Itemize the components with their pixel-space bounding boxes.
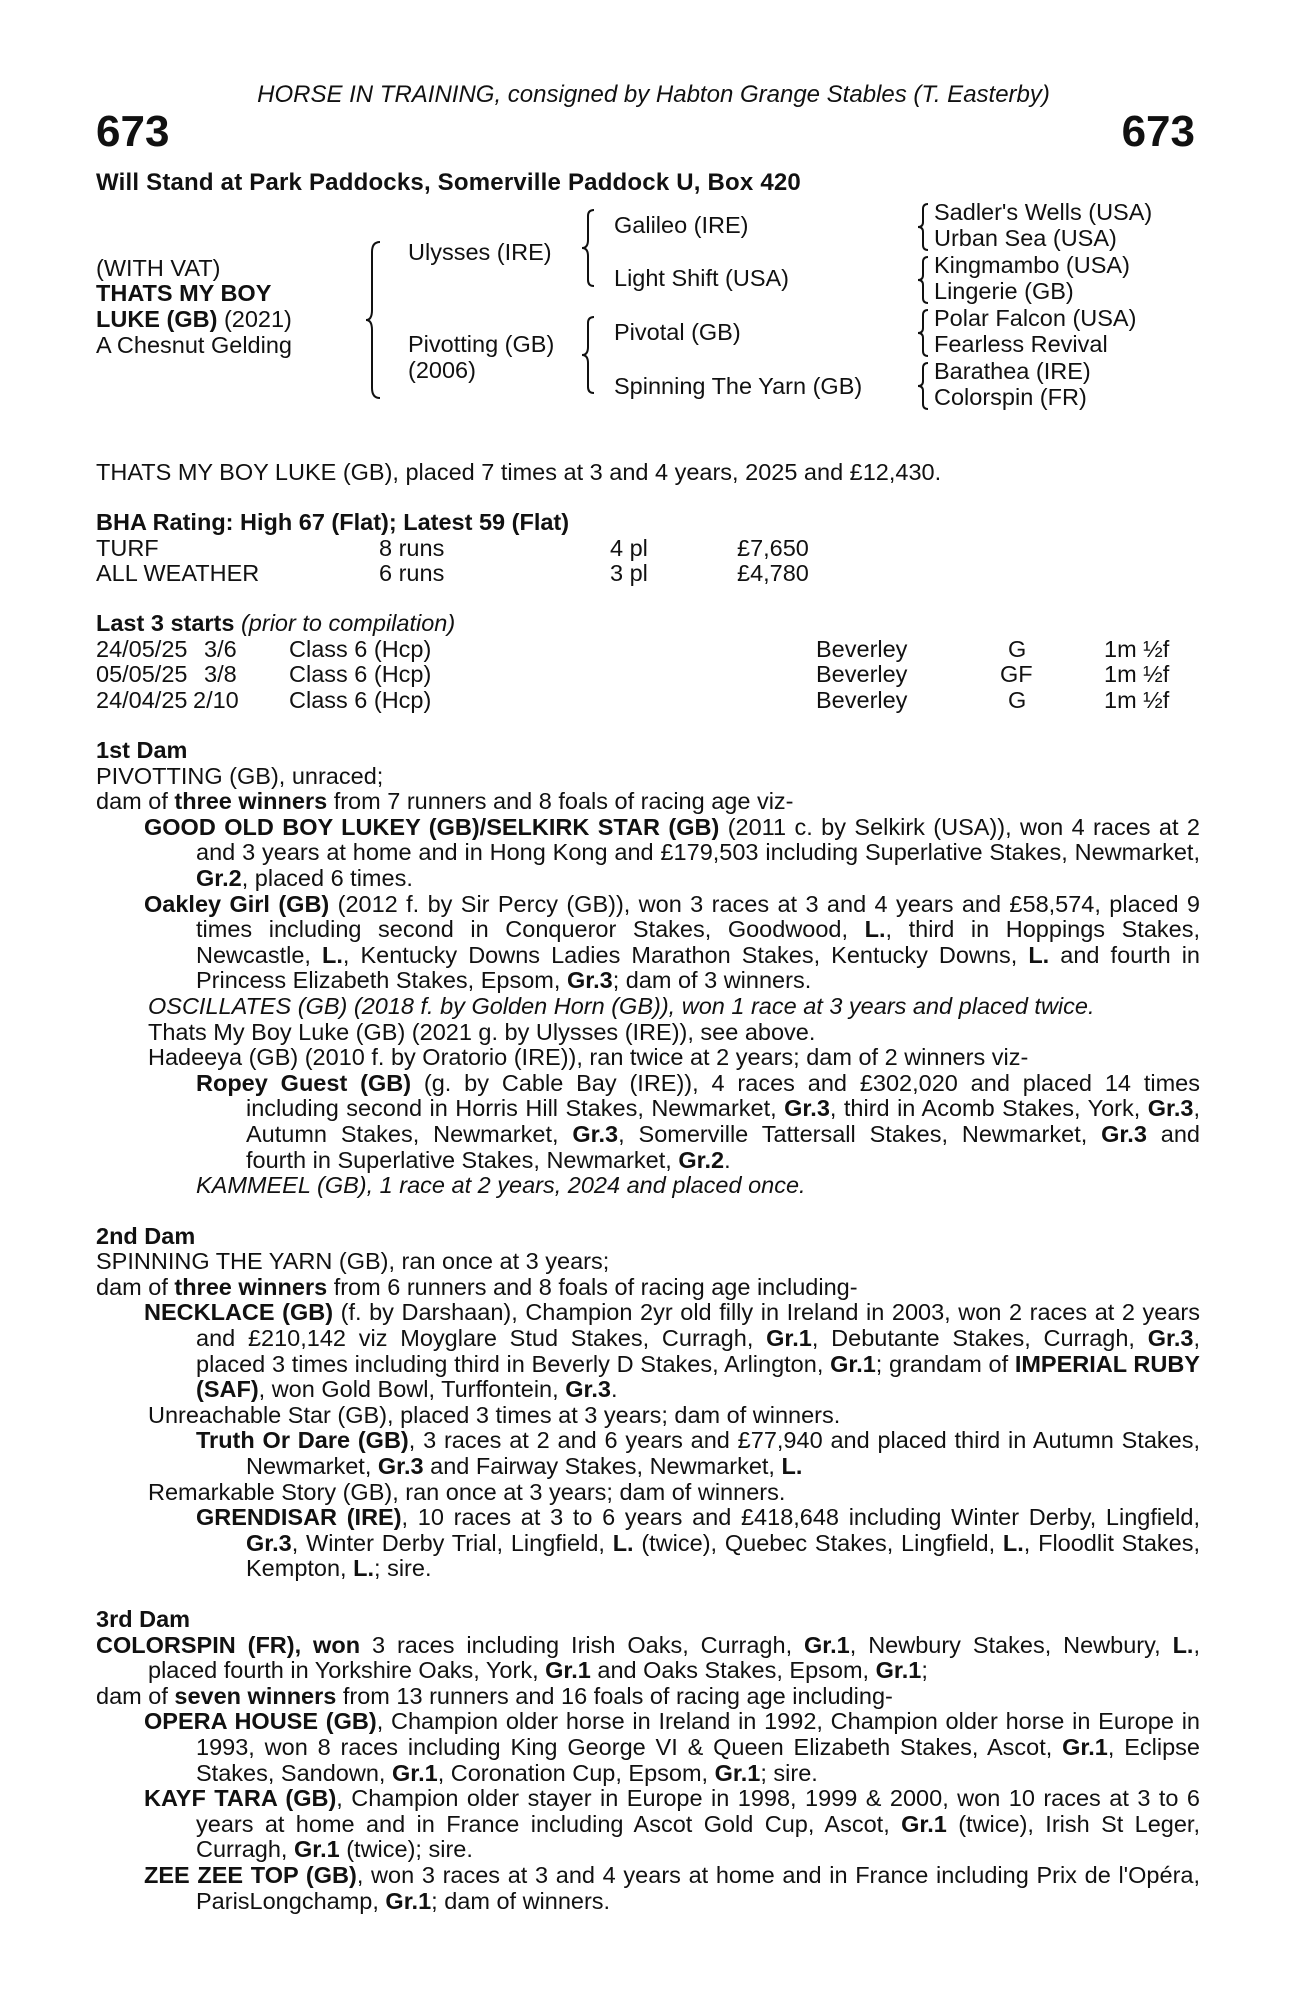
stabling-location: Will Stand at Park Paddocks, Somerville Paddock U, Box 420 [96,169,801,196]
ddd: Colorspin (FR) [934,384,1087,410]
first-dam-heading: 1st Dam [96,737,188,763]
text: and Fairway Stakes, Newmarket, [423,1453,782,1480]
text: , won 3 races at 3 and 4 years at home and in France including Prix de l'Opéra, ParisLongchamp, [196,1861,1200,1914]
text: , Floodlit Stakes, Kempton, [246,1529,1200,1582]
grade: L. [612,1529,634,1556]
brace-dd [916,361,932,411]
surface: TURF [96,534,159,561]
brace-ss [916,202,932,252]
bha-rating [96,510,1211,587]
produce-entry [96,1505,1200,1582]
grade: L. [353,1555,375,1582]
horse-name: ZEE ZEE TOP (GB) [144,1861,357,1888]
bha-heading: BHA Rating: High 67 (Flat); Latest 59 (Flat) [96,509,570,535]
ssd: Urban Sea (USA) [934,225,1117,251]
produce-entry [96,1071,1200,1173]
text: ; dam of winners. [431,1887,611,1914]
grade: Gr.1 [545,1657,591,1684]
text: , third in Hoppings Stakes, Newcastle, [196,916,1200,968]
text: from 6 runners and 8 foals of racing age including- [327,1273,858,1300]
text: (g. by Cable Bay (IRE)), 4 races and £302,020 and placed 14 times including second in Horris Hill Stakes, Newmarket, [246,1069,1200,1122]
horse-name-part: LUKE (GB) [96,306,218,332]
produce-entry: Remarkable Story (GB), ran once at 3 years; dam of winners. [148,1478,786,1505]
start-race: Class 6 (Hcp) [289,686,432,713]
lot-header [96,81,1211,156]
text: (f. by Darshaan), Champion 2yr old filly in Ireland in 2003, won 2 races at 2 years and £210,142 viz Moyglare Stud Stakes, Curragh, [196,1299,1200,1352]
start-going: G [1008,686,1027,713]
vat-note: (WITH VAT) [96,255,221,281]
runs: 6 runs [379,560,445,587]
horse-name: Ropey Guest (GB) [196,1069,412,1096]
text: ; sire. [374,1555,432,1582]
text: and Oaks Stakes, Epsom, [590,1657,876,1684]
sdd: Lingerie (GB) [934,278,1074,304]
prize: £7,650 [737,534,809,561]
horse-name: COLORSPIN (FR) [96,1631,295,1658]
sire-sire: Galileo (IRE) [614,212,749,238]
start-race: Class 6 (Hcp) [289,635,432,662]
first-dam-produce [96,789,1200,815]
dam-year: (2006) [408,357,476,383]
produce-entry: OSCILLATES (GB) (2018 f. by Golden Horn (GB)), won 1 race at 3 years and placed twice. [148,992,1095,1019]
horse-name-line2 [96,307,292,333]
start-pos: 3/6 [204,635,237,662]
text: from 13 runners and 16 foals of racing age including- [336,1682,893,1709]
start-dist: 1m ½f [1104,635,1170,662]
horse-name: OPERA HOUSE (GB) [144,1708,377,1735]
text: , Kentucky Downs Ladies Marathon Stakes, Kentucky Downs, [342,941,1029,968]
grade: Gr.1 [714,1759,761,1786]
text: . [724,1146,731,1173]
text: ; [921,1657,928,1684]
last-starts [96,611,1211,713]
grade: Gr.3 [566,967,613,994]
text: , placed 6 times. [241,864,413,891]
text: from 7 runners and 8 foals of racing age viz- [327,788,794,815]
text: ; sire. [760,1759,818,1786]
third-dam-heading: 3rd Dam [96,1606,191,1632]
sss: Sadler's Wells (USA) [934,199,1153,225]
brace-gen1 [364,240,384,400]
sds: Kingmambo (USA) [934,252,1130,278]
lot-number-left: 673 [96,107,170,156]
sire-dam: Light Shift (USA) [614,265,790,291]
horse-name: IMPERIAL RUBY (SAF) [196,1350,1200,1403]
text: . [610,1376,618,1403]
brace-sd [916,255,932,305]
grade: L. [322,941,343,968]
consigner-line: HORSE IN TRAINING, consigned by Habton Grange Stables (T. Easterby) [257,81,1050,108]
placed: 3 pl [610,560,648,587]
grade: Gr.1 [804,1631,850,1658]
grade: Gr.1 [766,1325,812,1352]
race-summary: THATS MY BOY LUKE (GB), placed 7 times at 3 and 4 years, 2025 and £12,430. [96,459,942,485]
horse-name-line1: THATS MY BOY [96,280,272,306]
horse-name: KAYF TARA (GB) [144,1785,337,1812]
second-dam-produce [96,1275,1200,1301]
text: (2012 f. by Sir Percy (GB)), won 3 races at 3 and 4 years and £58,574, placed 9 times including second in Conqueror Stakes, Goodwood, [196,890,1200,943]
third-dam-produce [96,1684,1200,1710]
start-row [96,688,1211,714]
last-starts-note: (prior to compilation) [240,610,456,636]
start-race: Class 6 (Hcp) [289,661,432,688]
text: (twice); sire. [339,1836,473,1863]
grade: Gr.1 [901,1810,947,1837]
grade: Gr.1 [391,1759,438,1786]
produce-entry: Hadeeya (GB) (2010 f. by Oratorio (IRE)), ran twice at 2 years; dam of 2 winners viz- [148,1044,1029,1071]
text: , Coronation Cup, Epsom, [437,1759,715,1786]
text: , won [294,1631,361,1658]
bha-row [96,561,1211,587]
horse-description: A Chesnut Gelding [96,332,292,358]
text: , Champion older horse in Ireland in 1992, Champion older horse in Europe in 1993, won 8 races including King George VI & Queen Elizabeth Stakes, Ascot, [196,1708,1200,1760]
dam: Pivotting (GB) [408,331,555,357]
start-date: 24/05/25 [96,635,188,662]
dss: Polar Falcon (USA) [934,305,1137,331]
surface: ALL WEATHER [96,560,260,587]
last-starts-title: Last 3 starts [96,610,235,636]
grade: L. [864,916,886,943]
text: , placed fourth in Yorkshire Oaks, York, [148,1631,1200,1684]
text: , Debutante Stakes, Curragh, [811,1325,1148,1352]
start-row [96,637,1211,663]
second-dam-heading: 2nd Dam [96,1222,196,1249]
text: dam of [96,1682,175,1709]
text: , 3 races at 2 and 6 years and £77,940 and placed third in Autumn Stakes, Newmarket, [246,1427,1200,1480]
text: (twice), Irish St Leger, Curragh, [196,1810,1200,1863]
brace-dam [580,315,598,395]
grade: Gr.1 [1062,1733,1108,1760]
sire: Ulysses (IRE) [408,239,552,265]
runs: 8 runs [379,534,445,561]
horse-name: NECKLACE (GB) [144,1299,334,1326]
text: (twice), Quebec Stakes, Lingfield, [633,1529,1003,1556]
dsd: Fearless Revival [934,331,1108,357]
grade: Gr.3 [565,1376,611,1403]
start-course: Beverley [816,635,908,662]
text: (2011 c. by Selkirk (USA)), won 4 races at 2 and 3 years at home and in Hong Kong and £179,503 including Superlative Stakes, Newmarket, [196,813,1200,866]
winners-count: three winners [174,788,328,815]
horse-name: GRENDISAR (IRE) [196,1504,402,1531]
text: ; dam of 3 winners. [612,967,812,994]
produce-entry: Thats My Boy Luke (GB) (2021 g. by Ulysses (IRE)), see above. [148,1018,816,1045]
grade: L. [1002,1529,1024,1556]
text: , third in Acomb Stakes, York, [829,1095,1148,1122]
start-going: G [1008,635,1027,662]
grade: Gr.1 [830,1350,876,1377]
text: , 10 races at 3 to 6 years and £418,648 including Winter Derby, Lingfield, [401,1504,1200,1531]
start-dist: 1m ½f [1104,686,1170,713]
text: dam of [96,1273,175,1300]
produce-entry [96,892,1200,994]
text: , Somerville Tattersall Stakes, Newmarket, [618,1120,1102,1147]
grade: Gr.3 [1147,1325,1194,1352]
lot-number-right: 673 [1121,107,1195,156]
start-going: GF [1000,661,1033,688]
pedigree-table [96,200,1211,420]
grade: Gr.3 [572,1120,619,1147]
grade: Gr.3 [377,1453,424,1480]
second-dam-line: SPINNING THE YARN (GB), ran once at 3 years; [96,1248,610,1275]
text: 3 races including Irish Oaks, Curragh, [360,1631,805,1658]
text: dam of [96,788,175,815]
produce-entry [96,1300,1200,1402]
start-date: 24/04/25 [96,686,188,713]
winners-count: seven winners [174,1682,337,1709]
start-row [96,662,1211,688]
brace-sire [580,208,598,288]
horse-name: Oakley Girl (GB) [144,890,330,917]
text: , Eclipse Stakes, Sandown, [196,1733,1200,1786]
horse-name: Truth Or Dare (GB) [196,1427,409,1454]
grade: Gr.2 [196,864,242,891]
start-course: Beverley [816,686,908,713]
text: and fourth in Superlative Stakes, Newmarket, [246,1120,1200,1173]
text: , won Gold Bowl, Turffontein, [258,1376,566,1403]
placed: 4 pl [610,534,648,561]
first-dam-line: PIVOTTING (GB), unraced; [96,762,384,789]
start-course: Beverley [816,661,908,688]
third-dam-line [96,1633,1200,1684]
dam-dam: Spinning The Yarn (GB) [614,373,863,399]
produce-entry: KAMMEEL (GB), 1 race at 2 years, 2024 and placed once. [196,1172,806,1199]
grade: Gr.2 [678,1146,725,1173]
start-pos: 2/10 [193,686,239,713]
grade: Gr.3 [246,1529,292,1556]
produce-entry [96,815,1200,892]
grade: Gr.3 [1101,1120,1147,1147]
grade: L. [1172,1631,1194,1658]
text: , Winter Derby Trial, Lingfield, [291,1529,613,1556]
prize: £4,780 [737,560,809,587]
text: ; grandam of [875,1350,1015,1377]
produce-entry [96,1709,1200,1786]
last-starts-heading [96,611,1211,637]
grade: L. [781,1453,803,1480]
produce-entry: Unreachable Star (GB), placed 3 times at 3 years; dam of winners. [148,1401,841,1428]
winners-count: three winners [174,1273,328,1300]
produce-entry [96,1863,1200,1914]
grade: Gr.1 [385,1887,432,1914]
grade: Gr.3 [1147,1095,1194,1122]
start-pos: 3/8 [204,661,237,688]
text: , placed 3 times including third in Beverly D Stakes, Arlington, [196,1325,1200,1377]
grade: Gr.3 [784,1095,830,1122]
horse-year: (2021) [223,306,292,332]
text: , Autumn Stakes, Newmarket, [246,1095,1200,1147]
dam-sire: Pivotal (GB) [614,319,741,345]
start-dist: 1m ½f [1104,661,1170,688]
start-date: 05/05/25 [96,661,188,688]
grade: Gr.1 [875,1657,922,1684]
produce-entry [96,1428,1200,1479]
text: , Champion older stayer in Europe in 1998, 1999 & 2000, won 10 races at 3 to 6 years at home and in France including Ascot Gold Cup, Ascot, [196,1785,1200,1837]
text: and fourth in Princess Elizabeth Stakes, Epsom, [196,941,1200,994]
bha-row [96,536,1211,562]
brace-ds [916,308,932,358]
horse-name: GOOD OLD BOY LUKEY (GB)/SELKIRK STAR (GB) [144,813,720,840]
text: , Newbury Stakes, Newbury, [849,1631,1173,1658]
produce-entry [96,1786,1200,1863]
grade: Gr.1 [293,1836,340,1863]
grade: L. [1028,941,1050,968]
family-section [96,738,1200,1914]
dds: Barathea (IRE) [934,358,1091,384]
